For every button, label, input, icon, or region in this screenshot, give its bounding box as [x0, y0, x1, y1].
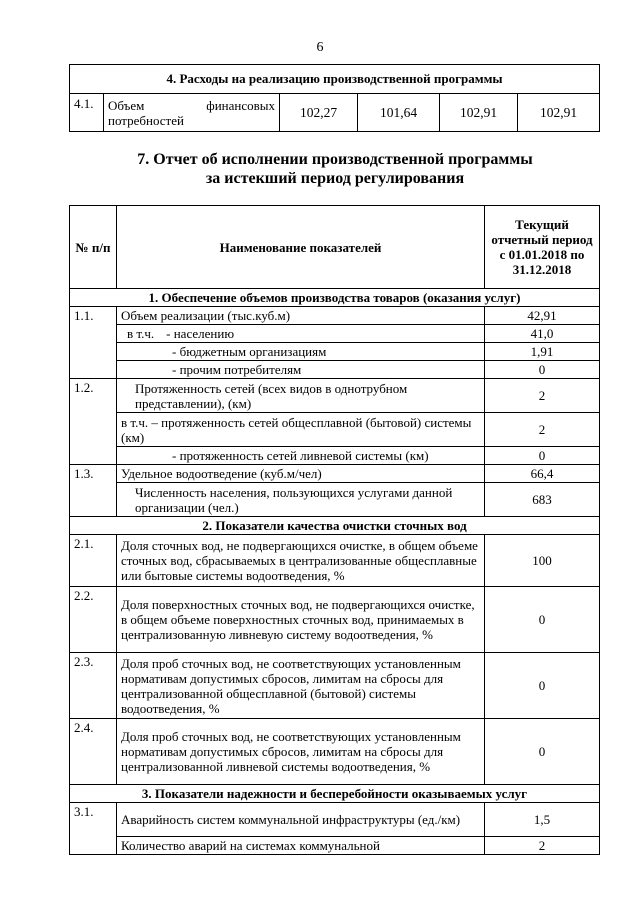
row-value: 2 [485, 379, 600, 413]
value-cell: 102,91 [440, 94, 518, 132]
row-value: 1,5 [485, 803, 600, 837]
row-number: 2.1. [70, 535, 117, 587]
row-value: 0 [485, 653, 600, 719]
section3-title: 3. Показатели надежности и бесперебойности оказываемых услуг [70, 785, 600, 803]
row-value: 2 [485, 837, 600, 855]
row-value: 42,91 [485, 307, 600, 325]
row-value: 2 [485, 413, 600, 447]
table-row [70, 307, 600, 325]
section2-title: 2. Показатели качества очистки сточных вод [70, 517, 600, 535]
row-label: Количество аварий на системах коммунальной [117, 837, 485, 855]
row-value: 1,91 [485, 343, 600, 361]
row-label: Доля проб сточных вод, не соответствующих установленным нормативам допустимых сбросов, лимитам на сбросы для централизованной ливневой системы водоотведения, % [117, 719, 485, 785]
table-row [70, 325, 600, 343]
row-label: Протяженность сетей (всех видов в однотрубном представлении), (км) [117, 379, 485, 413]
header-name: Наименование показателей [117, 206, 485, 289]
row-label: Удельное водоотведение (куб.м/чел) [117, 465, 485, 483]
row-label: Доля сточных вод, не подвергающихся очистке, в общем объеме сточных вод, сбрасываемых в централизованные общесплавные или бытовые системы водоотведения, % [117, 535, 485, 587]
row-label: - бюджетным организациям [117, 343, 485, 361]
row-value: 683 [485, 483, 600, 517]
row-number: 2.2. [70, 587, 117, 653]
row-label [117, 325, 485, 343]
row-label: Доля проб сточных вод, не соответствующих установленным нормативам допустимых сбросов, лимитам на сбросы для централизованной общесплавной (бытовой) системы водоотведения, % [117, 653, 485, 719]
row-value: 0 [485, 719, 600, 785]
expenses-table [69, 64, 600, 132]
table-row [70, 465, 600, 483]
row-number: 1.2. [70, 379, 117, 465]
row-label: Численность населения, пользующихся услугами данной организации (чел.) [117, 483, 485, 517]
row-number: 1.3. [70, 465, 117, 517]
table-row [70, 343, 600, 361]
row-label: - протяженность сетей ливневой системы (км) [117, 447, 485, 465]
section-row [70, 289, 600, 307]
value-cell: 102,27 [280, 94, 358, 132]
value-cell: 102,91 [518, 94, 600, 132]
page-number: 6 [316, 40, 324, 55]
row-label: - прочим потребителям [117, 361, 485, 379]
row-value: 41,0 [485, 325, 600, 343]
row-value: 66,4 [485, 465, 600, 483]
section-row [70, 517, 600, 535]
section1-title: 1. Обеспечение объемов производства товаров (оказания услуг) [70, 289, 600, 307]
row-number: 1.1. [70, 307, 117, 379]
table-row [70, 413, 600, 447]
table-row [70, 483, 600, 517]
section-row [70, 785, 600, 803]
row-value: 0 [485, 587, 600, 653]
table-row [70, 361, 600, 379]
header-period: Текущий отчетный период с 01.01.2018 по 31.12.2018 [485, 206, 600, 289]
section7-heading [60, 150, 610, 188]
row-label: в т.ч. – протяженность сетей общесплавной (бытовой) системы (км) [117, 413, 485, 447]
table-row [70, 653, 600, 719]
table-row [70, 379, 600, 413]
table-row [70, 447, 600, 465]
value-cell: 101,64 [358, 94, 440, 132]
row-number: 2.4. [70, 719, 117, 785]
header-num: № п/п [70, 206, 117, 289]
section7-title-line2: за истекший период регулирования [205, 170, 465, 187]
row-sublabel: - населению [166, 326, 235, 341]
report-table [69, 205, 600, 855]
row-number: 3.1. [70, 803, 117, 855]
table-row [70, 719, 600, 785]
row-label: Объем реализации (тыс.куб.м) [117, 307, 485, 325]
row-number: 2.3. [70, 653, 117, 719]
table-row [70, 803, 600, 837]
row-number: 4.1. [70, 94, 104, 132]
header-row [70, 206, 600, 289]
table-row [70, 587, 600, 653]
row-value: 0 [485, 361, 600, 379]
section4-title: 4. Расходы на реализацию производственной программы [70, 65, 600, 94]
row-prefix: в т.ч. [127, 326, 155, 341]
row-value: 100 [485, 535, 600, 587]
row-label: Объем финансовых потребностей [104, 94, 280, 132]
section7-title-line1: 7. Отчет об исполнении производственной программы [137, 151, 533, 168]
row-label: Аварийность систем коммунальной инфраструктуры (ед./км) [117, 803, 485, 837]
table-row [70, 837, 600, 855]
row-value: 0 [485, 447, 600, 465]
table-row [70, 535, 600, 587]
row-label: Доля поверхностных сточных вод, не подвергающихся очистке, в общем объеме поверхностных сточных вод, принимаемых в централизованную ливневую систему водоотведения, % [117, 587, 485, 653]
